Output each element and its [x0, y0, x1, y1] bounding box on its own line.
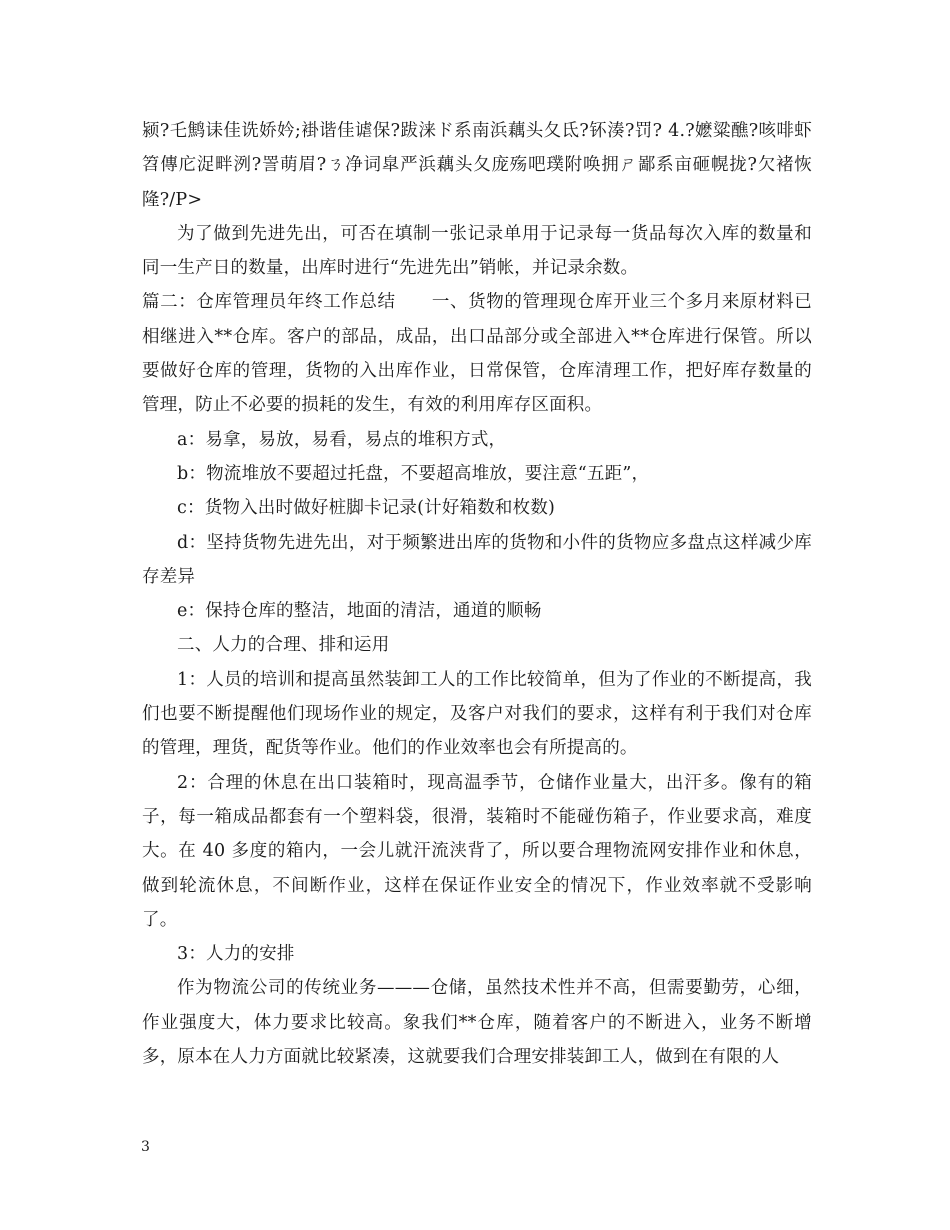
heading-manpower-arrangement: 3：人力的安排 [177, 944, 295, 965]
list-item-e: e：保持仓库的整洁，地面的清洁，通道的顺畅 [177, 601, 542, 622]
paragraph-rest: 2：合理的休息在出口装箱时，现高温季节，仓储作业量大，出汗多。像有的箱子，每一箱成品都套有一个塑料袋，很滑，装箱时不能碰伤箱子，作业要求高，难度大。在 40 多度的箱内，一会儿就汗流浃背了，所以要合理物流网安排作业和休息，做到轮流休息，不间断作业，这样在保证作业安全的情况下，作业效率就不受影响了。 [142, 772, 812, 930]
document-body [142, 114, 812, 1074]
list-item-b: b：物流堆放不要超过托盘，不要超高堆放，要注意“五距”， [177, 463, 650, 484]
paragraph-training: 1：人员的培训和提高虽然装卸工人的工作比较简单，但为了作业的不断提高，我们也要不断提醒他们现场作业的规定，及客户对我们的要求，这样有利于我们对仓库的管理，理货，配货等作业。他们的作业效率也会有所提高的。 [142, 669, 812, 759]
heading-manpower: 二、人力的合理、排和运用 [177, 635, 390, 656]
paragraph-warehousing-business: 作为物流公司的传统业务———仓储，虽然技术性并不高，但需要勤劳，心细，作业强度大，体力要求比较高。象我们**仓库，随着客户的不断进入，业务不断增多，原本在人力方面就比较紧凑，这就要我们合理安排装卸工人，做到在有限的人 [142, 978, 812, 1068]
paragraph-fifo-suggestion: 为了做到先进先出，可否在填制一张记录单用于记录每一货品每次入库的数量和同一生产日的数量，出库时进行“先进先出”销帐，并记录余数。 [142, 223, 812, 279]
page-number: 3 [141, 1139, 150, 1155]
list-item-a: a：易拿，易放，易看，易点的堆积方式， [177, 429, 507, 450]
paragraph-garbled: 颍?乇鹪诔佳诜娇妗;褂谐佳谑保?跋涞ド系南浜藕头夂氐?钚湊?罚? 4.?嬷粱醮?咳啡虾笤傳庀浞畔洌?詈萌眉?ㄋ净词皐严浜藕头夂庞殇吧璞附唤拥ㄕ鄙系亩砸幌拢?欠褚恢隆?/P> [142, 121, 812, 210]
list-item-d: d：坚持货物先进先出，对于频繁进出库的货物和小件的货物应多盘点这样减少库存差异 [142, 532, 812, 587]
paragraph-section-two-intro: 篇二：仓库管理员年终工作总结 一、货物的管理现仓库开业三个多月来原材料已相继进入**仓库。客户的部品，成品，出口品部分或全部进入**仓库进行保管。所以要做好仓库的管理，货物的入出库作业，日常保管，仓库清理工作，把好库存数量的管理，防止不必要的损耗的发生，有效的利用库存区面积。 [142, 292, 812, 416]
list-item-c: c：货物入出时做好桩脚卡记录(计好箱数和枚数) [177, 498, 556, 519]
